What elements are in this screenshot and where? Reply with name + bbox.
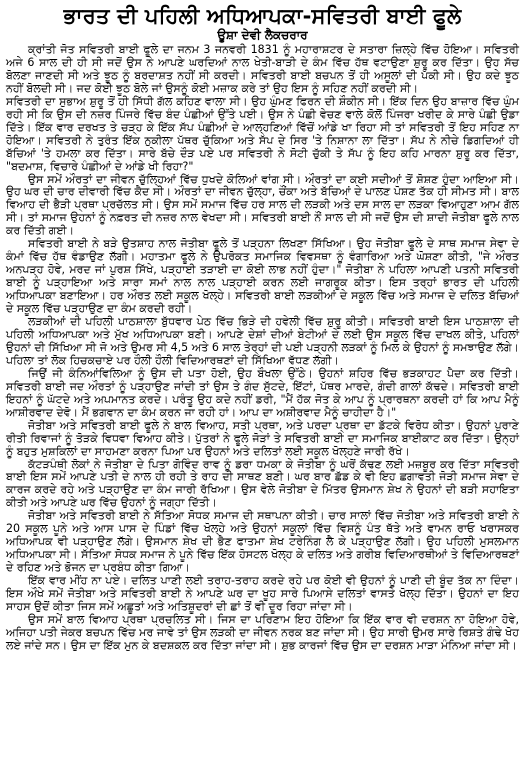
paragraph: ਉਸ ਸਮੇਂ ਬਾਲ ਵਿਆਹ ਪ੍ਰਥਾ ਪ੍ਰਚਲਿਤ ਸੀ। ਜਿਸ ਦਾ ਪਰਿਣਾਮ ਇਹ ਹੋਇਆ ਕਿ ਇੱਕ ਵਾਰ ਵੀ ਦਰਸ਼ਨ ਨਾ ਹੋਇਆ ਹੋਵੇ, ਅਜਿਹਾ ਪਤੀ ਜੇਕਰ ਬਚਪਨ ਵਿੱਚ ਮਰ ਜਾਵੇ ਤਾਂ ਉਸ ਲੜਕੀ ਦਾ ਜੀਵਨ ਨਰਕ ਬਣ ਜਾਂਦਾ ਸੀ। ਉਹ ਸਾਰੀ ਉਮਰ ਸਾਰੇ ਰਿਸ਼ਤੇ ਗੰਢੇ ਖੋਹ ਲਏ ਜਾਂਦੇ ਸਨ। ਉਸ ਦਾ ਇੱਕ ਮੁਨ ਕੇ ਬਦਸ਼ਕਲ ਕਰ ਦਿੱਤਾ ਜਾਂਦਾ ਸੀ। ਸ਼ੁਭ ਕਾਰਜਾਂ ਵਿੱਚ ਉਸ ਦਾ ਦਰਸ਼ਨ ਮਾੜਾ ਮੰਨਿਆ ਜਾਂਦਾ ਸੀ। <box>6 612 519 652</box>
paragraph: ਸਵਿਤਰੀ ਦਾ ਸੁਭਾਅ ਸ਼ੁਰੂ ਤੋਂ ਹੀ ਸਿੱਧੀ ਗੱਲ ਕਹਿਣ ਵਾਲਾ ਸੀ। ਉਹ ਘੁੰਮਣ ਫਿਰਨ ਦੀ ਸ਼ੌਕੀਨ ਸੀ। ਇੱਕ ਦਿਨ ਉਹ ਬਾਜ਼ਾਰ ਵਿੱਚ ਘੁੰਮ ਰਹੀ ਸੀ ਕਿ ਉਸ ਦੀ ਨਜ਼ਰ ਪਿੰਜਰੇ ਵਿੱਚ ਬੰਦ ਪੰਛੀਆਂ ਉੱਤੇ ਪਈ। ਉਸ ਨੇ ਪੰਛੀ ਵੇਚਣ ਵਾਲੇ ਕੋਲੋਂ ਪਿੰਜਰਾ ਖਰੀਦ ਕੇ ਸਾਰੇ ਪੰਛੀ ਉਡਾ ਦਿੱਤੇ। ਇੱਕ ਵਾਰ ਦਰਖਤ ਤੇ ਚੜ੍ਹ ਕੇ ਇੱਕ ਸੱਪ ਪੰਛੀਆਂ ਦੇ ਆਲ੍ਹਣਿਆਂ ਵਿੱਚੋਂ ਆਂਡੇ ਖਾ ਰਿਹਾ ਸੀ ਤਾਂ ਸਵਿਤਰੀ ਤੋਂ ਇਹ ਸਹਿਣ ਨਾ ਹੋਇਆ। ਸਵਿਤਰੀ ਨੇ ਤੁਰੰਤ ਇੱਕ ਨੁਕੀਲਾ ਪੱਥਰ ਚੁੱਕਿਆ ਅਤੇ ਸੱਪ ਦੇ ਸਿਰ 'ਤੇ ਨਿਸ਼ਾਨਾ ਲਾ ਦਿੱਤਾ। ਸੱਪ ਨੇ ਨੀਚੇ ਡਿਗਦਿਆਂ ਹੀ ਬੱਚਿਆਂ 'ਤੇ ਹਮਲਾ ਕਰ ਦਿੱਤਾ। ਸਾਰੇ ਬੱਚੇ ਦੌੜ ਪਏ ਪਰ ਸਵਿਤਰੀ ਨੇ ਸੋਟੀ ਚੁੱਕੀ ਤੇ ਸੱਪ ਨੂੰ ਇਹ ਕਹਿ ਮਾਰਨਾ ਸ਼ੁਰੂ ਕਰ ਦਿੱਤਾ, "ਬਦਮਾਸ਼, ਵਿਚਾਰੇ ਪੰਛੀਆਂ ਦੇ ਆਂਡੇ ਖੀ ਰਿਹਾ?" <box>6 94 519 173</box>
article-byline: ਊਸ਼ਾ ਦੇਵੀ ਲੈਕਚਰਾਰ <box>217 28 308 42</box>
paragraph: ਲੜਕੀਆਂ ਦੀ ਪਹਿਲੀ ਪਾਠਸ਼ਾਲਾ ਬੁੱਧਵਾਰ ਪੇਠ ਵਿੱਚ ਭਿੜੇ ਦੀ ਹਵੇਲੀ ਵਿੱਚ ਸ਼ੁਰੂ ਕੀਤੀ। ਸਵਿਤਰੀ ਬਾਈ ਇਸ ਪਾਠਸ਼ਾਲਾ ਦੀ ਪਹਿਲੀ ਅਧਿਆਪਕਾ ਅਤੇ ਮੁੱਖ ਅਧਿਆਪਕਾ ਬਣੀ। ਆਪਣੇ ਦੇਸ਼ਾਂ ਦੀਆਂ ਬੇਟੀਆਂ ਦੇ ਲਈ ਉਸ ਸਕੂਲ ਵਿੱਚ ਦਾਖਲ ਕੀਤੇ, ਪਹਿਲਾਂ ਉਹਨਾਂ ਦੀ ਸਿੱਖਿਆ ਸੀ ਜੋ ਅਤੇ ਉਮਰ ਸੀ 4,5 ਅਤੇ 6 ਸਾਲ ਤੇਰ੍ਹਾਂ ਦੀ ਪਈ ਪੜ੍ਹਨੀ ਲੜਕਾਂ ਨੂੰ ਮਿਲ ਕੇ ਉਹਨਾਂ ਨੂੰ ਸਮਝਾਉਣ ਲੱਗੇ। ਪਹਿਲਾ ਤਾਂ ਲੋਕ ਹਿਚਕਚਾਏ ਪਰ ਹੌਲੀ ਹੌਲੀ ਵਿਦਿਆਰਥਣਾਂ ਦੀ ਸਿੱਖਿਆ ਵੱਧਣ ਲੱਗੀ। <box>6 315 519 367</box>
paragraph: ਕੱਟੜਪੰਥੀ ਲੋਕਾਂ ਨੇ ਜੋਤੀਬਾ ਦੇ ਪਿਤਾ ਗੋਵਿੰਦ ਰਾਵ ਨੂੰ ਡਰਾ ਧਮਕਾ ਕੇ ਜੋਤੀਬਾ ਨੂੰ ਘਰੋਂ ਕੱਢਣ ਲਈ ਮਜ਼ਬੂਰ ਕਰ ਦਿੱਤਾ ਸਵਿਤਰੀ ਬਾਈ ਇਸ ਸਮੇਂ ਆਪਣੇ ਪਤੀ ਦੇ ਨਾਲ ਹੀ ਰਹੀ ਤੇ ਰਾਹ ਦੀ ਸਾਥਣ ਬਣੀ। ਘਰ ਬਾਰ ਛੱਡ ਕੇ ਵੀ ਇਹ ਛਗਾਵਤੀ ਜੋੜੀ ਸਮਾਜ ਸੇਵਾ ਦੇ ਕਾਰਜ ਕਰਦੇ ਰਹੇ ਅਤੇ ਪੜ੍ਹਾਉਣ ਦਾ ਕੰਮ ਜਾਰੀ ਰੱਖਿਆ। ਉਸ ਵੇਲੇ ਜੋਤੀਬਾ ਦੇ ਮਿੱਤਰ ਉਸਮਾਨ ਸ਼ੇਖ ਨੇ ਉਹਨਾਂ ਦੀ ਬੜੀ ਸਹਾਇਤਾ ਕੀਤੀ ਅਤੇ ਆਪਣੇ ਘਰ ਵਿੱਚ ਉਹਨਾਂ ਨੂੰ ਜਗ੍ਹਾ ਦਿੱਤੀ। <box>6 457 519 510</box>
paragraph: ਜਿਉਂ ਜੀ ਕੰਨਿਆਂਵਿਲਿਆ ਨੂੰ ਉਸ ਦੀ ਪਤਾ ਹੋਈ, ਉਹ ਬੌਖਲਾ ਉੱਠੇ। ਉਹਨਾਂ ਸ਼ਹਿਰ ਵਿੱਚ ਭੜਕਾਹਟ ਪੈਦਾ ਕਰ ਦਿੱਤੀ। ਸਵਿਤਰੀ ਬਾਈ ਜਦ ਔਰਤਾਂ ਨੂੰ ਪੜ੍ਹਾਉਣ ਜਾਂਦੀ ਤਾਂ ਉਸ ਤੇ ਗੰਦ ਸੁੱਟਦੇ, ਇੱਟਾਂ, ਪੱਥਰ ਮਾਰਦੇ, ਗੰਦੀ ਗਾਲਾਂ ਕੱਢਦੇ। ਸਵਿਤਰੀ ਬਾਈ ਇਹਨਾਂ ਨੂੰ ਘੱਟਦੇ ਅਤੇ ਅਪਮਾਨਤ ਕਰਦੇ। ਪਰੰਤੂ ਉਹ ਕਦੇ ਨਹੀਂ ਡਰੀ, "ਮੈਂ ਹੱਕ ਜੋਤ ਕੇ ਆਪ ਨੂੰ ਪ੍ਰਾਰਥਨਾ ਕਰਦੀ ਹਾਂ ਕਿ ਆਪ ਮੈਨੂੰ ਆਸ਼ੀਰਵਾਦ ਦੇਵੋ। ਮੈਂ ਭਗਵਾਨ ਦਾ ਕੰਮ ਕਰਨ ਜਾ ਰਹੀ ਹਾਂ। ਆਪ ਦਾ ਅਸ਼ੀਰਵਾਦ ਮੈਨੂੰ ਚਾਹੀਦਾ ਹੈ।" <box>6 366 519 419</box>
paragraph: ਜੋਤੀਬਾ ਅਤੇ ਸਵਿਤਰੀ ਬਾਈ ਫੂਲੇ ਨੇ ਬਾਲ ਵਿਆਹ, ਸਤੀ ਪ੍ਰਥਾ, ਅਤੇ ਪਰਦਾ ਪ੍ਰਥਾ ਦਾ ਡੱਟਕੇ ਵਿਰੋਧ ਕੀਤਾ। ਉਹਨਾਂ ਪੁਰਾਣੇ ਰੀਤੀ ਰਿਵਾਜਾਂ ਨੂੰ ਤੋੜਕੇ ਵਿਧਵਾ ਵਿਆਹ ਕੀਤੇ। ਪੁੱਤਰਾਂ ਨੇ ਫੂਲੇ ਜੋੜਾਂ ਤੇ ਸਵਿਤਰੀ ਬਾਈ ਦਾ ਸਮਾਜਿਕ ਬਾਈਕਾਟ ਕਰ ਦਿੱਤਾ। ਉਨ੍ਹਾਂ ਨੂੰ ਬਹੁਤ ਮੁਸ਼ਕਿਲਾਂ ਦਾ ਸਾਹਮਣਾ ਕਰਨਾ ਪਿਆ ਪਰ ਉਹਨਾਂ ਅਤੇ ਦਲਿਤਾਂ ਲਈ ਸਕੂਲ ਖੋਲ੍ਹਣੇ ਜਾਰੀ ਰੱਖੇ। <box>6 418 519 458</box>
paragraph: ਕ੍ਰਾਂਤੀ ਜੋਤ ਸਵਿਤਰੀ ਬਾਈ ਫੂਲੇ ਦਾ ਜਨਮ 3 ਜਨਵਰੀ 1831 ਨੂੰ ਮਹਾਰਾਸ਼ਟਰ ਦੇ ਸਤਾਰਾ ਜ਼ਿਲ੍ਹੇ ਵਿੱਚ ਹੋਇਆ। ਸਵਿਤਰੀ ਅਜੇ 6 ਸਾਲ ਦੀ ਹੀ ਸੀ ਜਦੋਂ ਉਸ ਨੇ ਆਪਣੇ ਘਰਦਿਆਂ ਨਾਲ ਖੇਤੀ-ਬਾੜੀ ਦੇ ਕੰਮ ਵਿੱਚ ਹੱਥ ਵਟਾਉਣਾ ਸ਼ੁਰੂ ਕਰ ਦਿੱਤਾ। ਉਹ ਸੱਚ ਬੋਲਣਾ ਜਾਣਦੀ ਸੀ ਅਤੇ ਝੂਠ ਨੂੰ ਬਰਦਾਸ਼ਤ ਨਹੀਂ ਸੀ ਕਰਦੀ। ਸਵਿਤਰੀ ਬਾਈ ਬਚਪਨ ਤੋਂ ਹੀ ਅਸੂਲਾਂ ਦੀ ਪੱਕੀ ਸੀ। ਉਹ ਕਦੇ ਝੂਠ ਨਹੀਂ ਬੋਲਦੀ ਸੀ। ਜਦ ਕੋਈ ਝੂਠ ਬੋਲੇ ਜਾਂ ਉਸਨੂੰ ਕੋਈ ਮਜ਼ਾਕ ਕਰੇ ਤਾਂ ਉਹ ਇਸ ਨੂੰ ਸਹਿਣ ਨਹੀਂ ਕਰਦੀ ਸੀ। <box>6 43 519 95</box>
article-title: ਭਾਰਤ ਦੀ ਪਹਿਲੀ ਅਧਿਆਪਕਾ-ਸਵਿਤਰੀ ਬਾਈ ਫੂਲੇ <box>63 4 462 28</box>
paragraph: ਸਵਿਤਰੀ ਬਾਈ ਨੇ ਬੜੇ ਉਤਸ਼ਾਹ ਨਾਲ ਜੋਤੀਬਾ ਫੂਲੇ ਤੋਂ ਪੜ੍ਹਨਾ ਲਿਖਣਾ ਸਿੱਖਿਆ। ਉਹ ਜੋਤੀਬਾ ਫੂਲੇ ਦੇ ਸਾਥ ਸਮਾਜ ਸੇਵਾ ਦੇ ਕੰਮਾਂ ਵਿੱਚ ਹੱਥ ਵੰਡਾਉਣ ਲੱਗੀ। ਮਹਾਤਮਾ ਫੂਲੇ ਨੇ ਉਪਰੋਕਤ ਸਮਾਜਿਕ ਵਿਵਸਥਾ ਨੂੰ ਵੰਗਾਰਿਆ ਅਤੇ ਘੋਸ਼ਣਾ ਕੀਤੀ, "ਜੇ ਔਰਤ ਅਨਪੜ੍ਹ ਹੋਵੇ, ਮਰਦ ਜਾਂ ਪੁਰਸ਼ ਸਿੱਖੇ, ਪੜ੍ਹਾਈ ਤੜਾਈ ਦਾ ਕੋਈ ਲਾਭ ਨਹੀਂ ਹੁੰਦਾ।" ਜੋਤੀਬਾ ਨੇ ਪਹਿਲਾ ਆਪਣੀ ਪਤਨੀ ਸਵਿਤਰੀ ਬਾਈ ਨੂੰ ਪੜ੍ਹਾਇਆ ਅਤੇ ਸਾਰਾ ਸਮਾਂ ਨਾਲ ਨਾਲ ਪੜ੍ਹਾਈ ਕਰਨ ਲਈ ਜਾਗਰੂਕ ਕੀਤਾ। ਇਸ ਤਰ੍ਹਾਂ ਭਾਰਤ ਦੀ ਪਹਿਲੀ ਅਧਿਆਪਕਾ ਬਣਾਇਆ। ਹਰ ਔਰਤ ਲਈ ਸਕੂਲ ਖੋਲ੍ਹੇ। ਸਵਿਤਰੀ ਬਾਈ ਲੜਕੀਆਂ ਦੇ ਸਕੂਲ ਵਿੱਚ ਅਤੇ ਸਮਾਜ ਦੇ ਦਲਿਤ ਬੱਚਿਆਂ ਦੇ ਸਕੂਲ ਵਿੱਚ ਪੜ੍ਹਾਉਣ ਦਾ ਕੰਮ ਕਰਦੀ ਰਹੀ। <box>6 237 519 316</box>
paragraph: ਜੋਤੀਬਾ ਅਤੇ ਸਵਿਤਰੀ ਬਾਈ ਨੇ ਸੱਤਿਆ ਸੋਧਕ ਸਮਾਜ ਦੀ ਸਥਾਪਨਾ ਕੀਤੀ। ਚਾਰ ਸਾਲਾਂ ਵਿੱਚ ਜੋਤੀਬਾ ਅਤੇ ਸਵਿਤਰੀ ਬਾਈ ਨੇ 20 ਸਕੂਲ ਪੂਨੇ ਅਤੇ ਆਸ ਪਾਸ ਦੇ ਪਿੰਡਾਂ ਵਿੱਚ ਖੋਲ੍ਹੇ ਅਤੇ ਉਹਨਾਂ ਸਕੂਲਾਂ ਵਿੱਚ ਵਿਸ਼ਨੂੰ ਪੰਤ ਥੱਤੇ ਅਤੇ ਵਾਮਨ ਰਾਓ ਖਰਾਸਕਰ ਅਧਿਆਪਕ ਵੀ ਪੜ੍ਹਾਉਣ ਲੱਗੇ। ਉਸਮਾਨ ਸ਼ੇਖ ਦੀ ਭੈਣ ਫਾਤਮਾ ਸ਼ੇਖ ਟਰੇਨਿੰਗ ਲੈ ਕੇ ਪੜ੍ਹਾਉਣ ਲੱਗੀ। ਉਹ ਪਹਿਲੀ ਮੁਸਲਮਾਨ ਅਧਿਆਪਕਾ ਸੀ। ਸੱਤਿਆ ਸੋਧਕ ਸਮਾਜ ਨੇ ਪੂਨੇ ਵਿੱਚ ਇੱਕ ਹੋਸਟਲ ਖੋਲ੍ਹ ਕੇ ਦਲਿਤ ਅਤੇ ਗਰੀਬ ਵਿਦਿਆਰਥੀਆਂ ਤੇ ਵਿਦਿਆਰਥਣਾਂ ਦੇ ਰਹਿਣ ਅਤੇ ਭੋਜਨ ਦਾ ਪ੍ਰਬੰਧ ਕੀਤਾ ਗਿਆ। <box>6 509 519 575</box>
paragraph: ਉਸ ਸਮੇਂ ਔਰਤਾਂ ਦਾ ਜੀਵਨ ਚੁੱਲ੍ਹਿਆਂ ਵਿੱਚ ਧੁਖਦੇ ਕੋਲਿਆਂ ਵਾਂਗ ਸੀ। ਔਰਤਾਂ ਦਾ ਕਈ ਸਦੀਆਂ ਤੋਂ ਸ਼ੋਸ਼ਣ ਹੁੰਦਾ ਆਇਆ ਸੀ। ਉਹ ਘਰ ਦੀ ਚਾਰ ਦੀਵਾਰੀ ਵਿੱਚ ਕੈਦ ਸੀ। ਔਰਤਾਂ ਦਾ ਜੀਵਨ ਚੁੱਲ੍ਹਾ, ਚੌਂਕਾ ਅਤੇ ਬੱਚਿਆਂ ਦੇ ਪਾਲਣ ਪੋਸ਼ਣ ਤੱਕ ਹੀ ਸੀਮਤ ਸੀ। ਬਾਲ ਵਿਆਹ ਦੀ ਭੈੜੀ ਪ੍ਰਥਾ ਪ੍ਰਚੱਲਤ ਸੀ। ਉਸ ਸਮੇਂ ਸਮਾਜ ਵਿੱਚ ਹਰ ਸਾਲ ਦੀ ਲੜਕੀ ਅਤੇ ਦਸ ਸਾਲ ਦਾ ਲੜਕਾ ਵਿਆਹੁਣਾ ਆਮ ਗੱਲ ਸੀ। ਤਾਂ ਸਮਾਜ ਉਹਨਾਂ ਨੂੰ ਨਫ਼ਰਤ ਦੀ ਨਜ਼ਰ ਨਾਲ ਵੇਖਦਾ ਸੀ। ਸਵਿਤਰੀ ਬਾਈ ਨੌਂ ਸਾਲ ਦੀ ਸੀ ਜਦੋਂ ਉਸ ਦੀ ਸ਼ਾਦੀ ਜੋਤੀਬਾ ਫੂਲੇ ਨਾਲ ਕਰ ਦਿੱਤੀ ਗਈ। <box>6 172 519 238</box>
paragraph: ਇੱਕ ਵਾਰ ਮੀਂਹ ਨਾ ਪਏ। ਦਲਿਤ ਪਾਣੀ ਲਈ ਤਰਾਹ-ਤਰਾਹ ਕਰਦੇ ਰਹੇ ਪਰ ਕੋਈ ਵੀ ਉਹਨਾਂ ਨੂੰ ਪਾਣੀ ਦੀ ਬੂੰਦ ਤੱਕ ਨਾ ਦਿੰਦਾ। ਇਸ ਔਖੇ ਸਮੇਂ ਜੋਤੀਬਾ ਅਤੇ ਸਵਿਤਰੀ ਬਾਈ ਨੇ ਆਪਣੇ ਘਰ ਦਾ ਖੂਹ ਸਾਰੇ ਪਿਆਸੇ ਦਲਿਤਾਂ ਵਾਸਤੇ ਖੋਲ੍ਹ ਦਿੱਤਾ। ਉਹਨਾਂ ਦਾ ਇਹ ਸਾਹਸ ਉਦੋਂ ਕੀਤਾ ਜਿਸ ਸਮੇਂ ਅਛੂਤਾਂ ਅਤੇ ਅਤਿਸ਼ੂਦਰਾਂ ਦੀ ਛਾਂ ਤੋਂ ਵੀ ਦੂਰ ਰਿਹਾ ਜਾਂਦਾ ਸੀ। <box>6 574 519 613</box>
